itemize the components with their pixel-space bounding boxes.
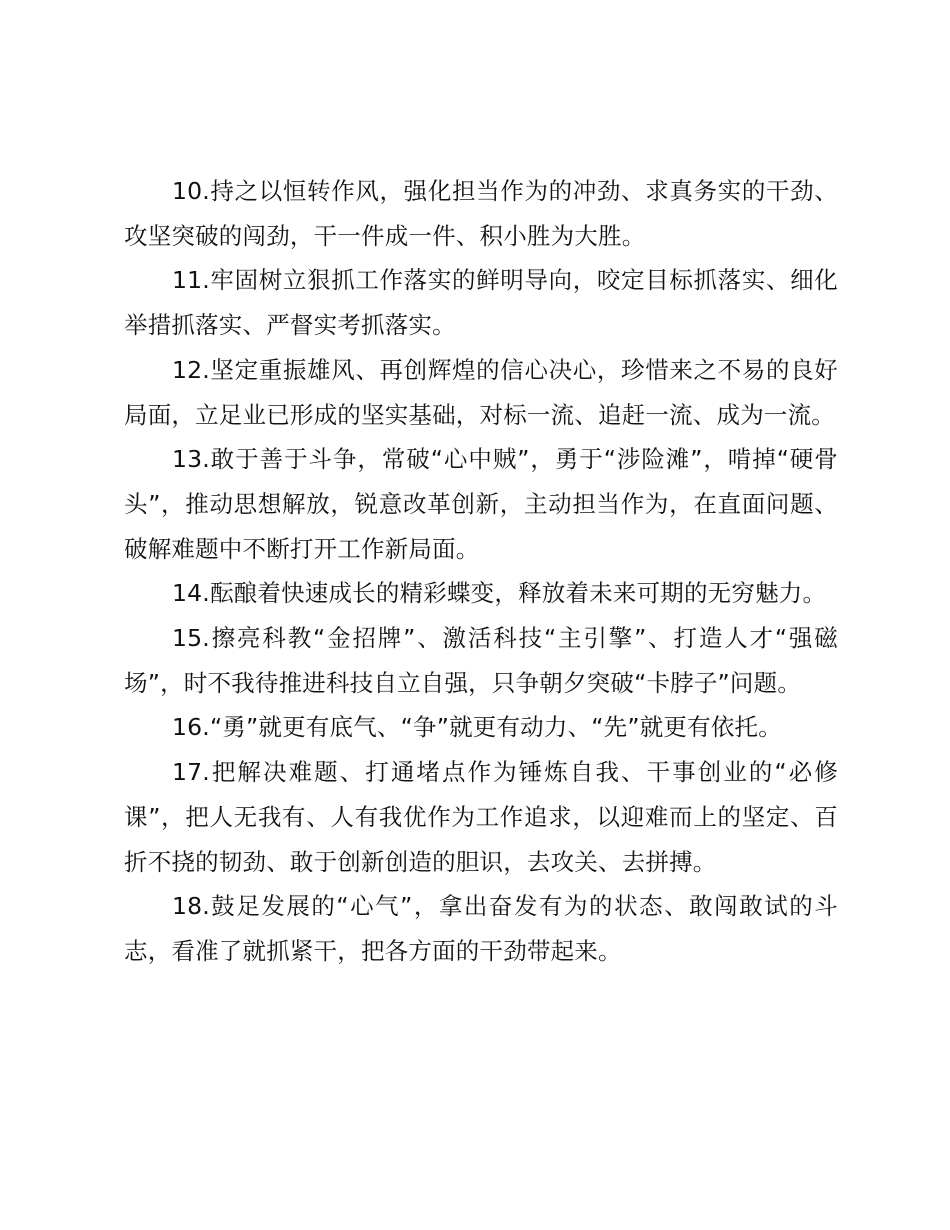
- paragraph-12: 12.坚定重振雄风、再创辉煌的信心决心，珍惜来之不易的良好局面，立足业已形成的坚实基础，对标一流、追赶一流、成为一流。: [124, 355, 838, 429]
- paragraph-15: 15.擦亮科教“金招牌”、激活科技“主引擎”、打造人才“强磁场”，时不我待推进科技自立自强，只争朝夕突破“卡脖子”问题。: [124, 624, 838, 697]
- paragraph-14: 14.酝酿着快速成长的精彩蝶变，释放着未来可期的无穷魅力。: [172, 579, 827, 608]
- paragraph-17: 17.把解决难题、打通堵点作为锤炼自我、干事创业的“必修课”，把人无我有、人有我优作为工作追求，以迎难而上的坚定、百折不挠的韧劲、敢于创新创造的胆识，去攻关、去拼搏。: [124, 758, 838, 876]
- paragraph-16: 16.“勇”就更有底气、“争”就更有动力、“先”就更有依托。: [172, 713, 782, 742]
- document-body: [124, 169, 838, 974]
- paragraph-10: 10.持之以恒转作风，强化担当作为的冲劲、求真务实的干劲、攻坚突破的闯劲，干一件成一件、积小胜为大胜。: [124, 177, 838, 250]
- paragraph-18: 18.鼓足发展的“心气”，拿出奋发有为的状态、敢闯敢试的斗志，看准了就抓紧干，把各方面的干劲带起来。: [124, 892, 838, 965]
- paragraph-11: 11.牢固树立狠抓工作落实的鲜明导向，咬定目标抓落实、细化举措抓落实、严督实考抓落实。: [124, 266, 838, 340]
- paragraph-13: 13.敢于善于斗争，常破“心中贼”，勇于“涉险滩”，啃掉“硬骨头”，推动思想解放，锐意改革创新，主动担当作为，在直面问题、破解难题中不断打开工作新局面。: [124, 445, 838, 563]
